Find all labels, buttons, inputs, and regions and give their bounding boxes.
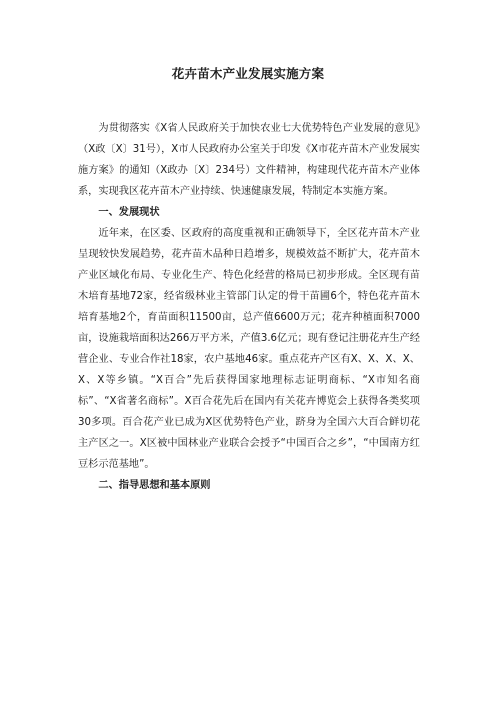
development-status-paragraph: 近年来，在区委、区政府的高度重视和正确领导下，全区花卉苗木产业呈现较快发展趋势，花卉苗木品种日趋增多，规模效益不断扩大，花卉苗木产业区域化布局、专业化生产、特色化经营的格局已初步形成。全区现有苗木培育基地72家，经省级林业主管部门认定的骨干苗圃6个，特色花卉苗木培育基地2个，育苗面积11500亩，总产值6600万元；花卉种植面积7000亩，设施栽培面积达266万平方米，产值3.6亿元；现有登记注册花卉生产经营企业、专业合作社18家，农户基地46家。重点花卉产区有X、X、X、X、X、X等乡镇。“X百合”先后获得国家地理标志证明商标、“X市知名商标”、“X省著名商标”。X百合花先后在国内有关花卉博览会上获得各类奖项30多项。百合花产业已成为X区优势特色产业，跻身为全国六大百合鲜切花主产区之一。X区被中国林业产业联合会授予“中国百合之乡”，“中国南方红豆杉示范基地”。	[78, 228, 420, 470]
section-heading-guiding-principles: 二、指导思想和基本原则	[98, 480, 211, 491]
document-title: 花卉苗木产业发展实施方案	[171, 66, 325, 81]
section-heading-development-status: 一、发展现状	[98, 207, 160, 218]
document-body	[78, 118, 420, 496]
intro-paragraph: 为贯彻落实《X省人民政府关于加快农业七大优势特色产业发展的意见》（X政〔X〕31号），X市人民政府办公室关于印发《X市花卉苗木产业发展实施方案》的通知（X政办〔X〕234号）文件精神，构建现代花卉苗木产业体系，实现我区花卉苗木产业持续、快速健康发展，特制定本实施方案。	[78, 123, 420, 197]
